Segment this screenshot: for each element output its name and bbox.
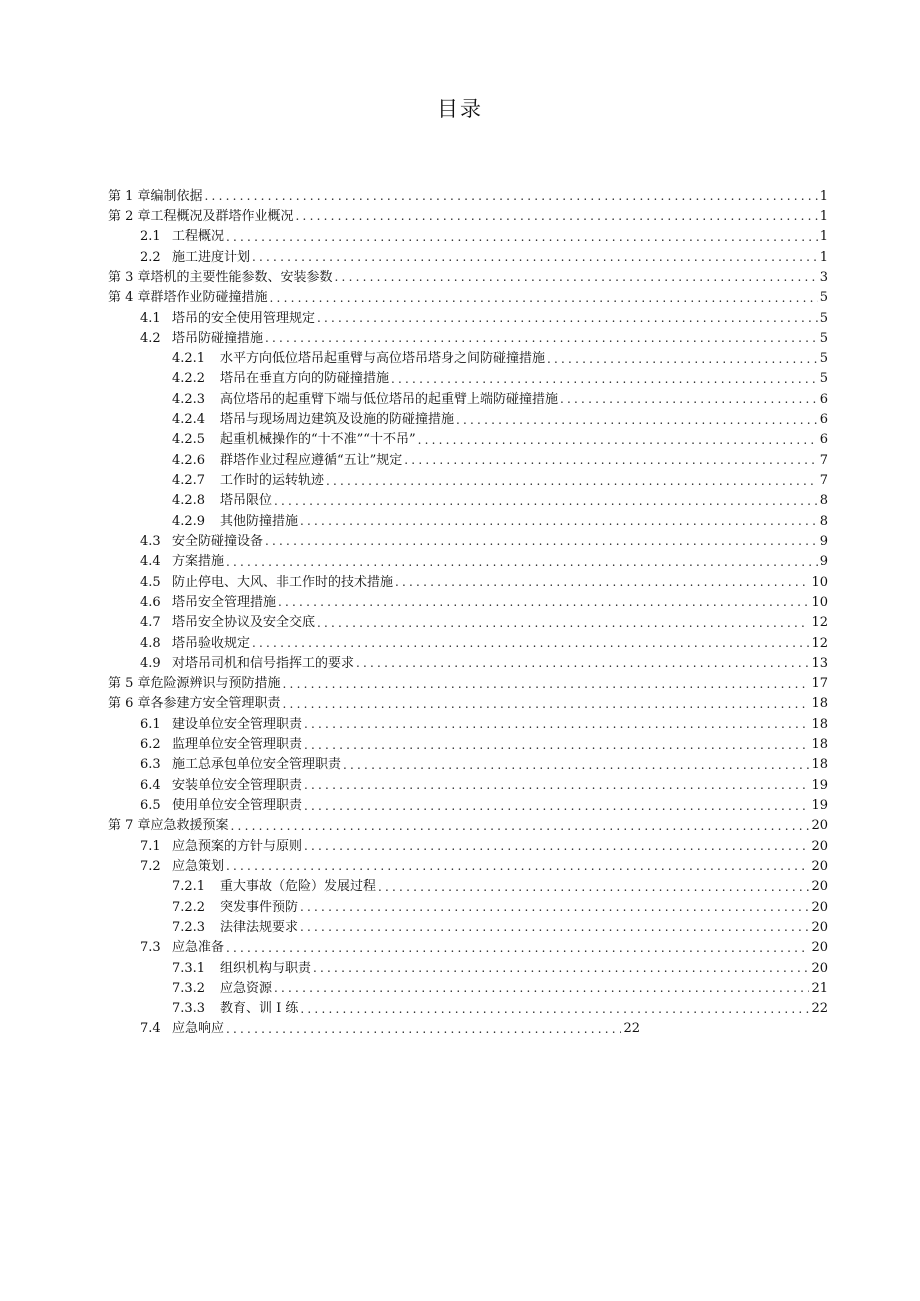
toc-dot-leader	[304, 779, 809, 791]
toc-page-number: 9	[819, 554, 828, 570]
toc-entry-title: 教育、训 I 练	[220, 1001, 299, 1017]
toc-entry-title: 塔吊安全管理措施	[172, 594, 277, 610]
toc-dot-leader	[560, 393, 818, 405]
toc-dot-leader	[226, 860, 809, 872]
toc-entry[interactable]	[108, 267, 828, 287]
toc-page-number: 1	[819, 188, 828, 204]
toc-entry-number: 2.1	[140, 229, 161, 245]
toc-page-number: 10	[811, 594, 828, 610]
toc-entry[interactable]	[108, 430, 828, 450]
toc-entry[interactable]	[108, 856, 828, 876]
toc-entry[interactable]	[108, 775, 828, 795]
toc-page-number: 13	[811, 655, 828, 671]
toc-page-number: 6	[819, 412, 828, 428]
toc-dot-leader	[304, 718, 809, 730]
toc-page-number: 20	[811, 940, 828, 956]
toc-dot-leader	[265, 535, 818, 547]
toc-page-number: 20	[811, 858, 828, 874]
toc-page-number: 20	[811, 899, 828, 915]
toc-entry-number: 4.2	[140, 330, 161, 346]
toc-entry[interactable]	[108, 186, 828, 206]
toc-dot-leader	[226, 231, 818, 243]
toc-page-number: 7	[819, 473, 828, 489]
toc-page-number: 5	[819, 371, 828, 387]
toc-dot-leader	[395, 576, 809, 588]
toc-entry-title: 第 2 章工程概况及群塔作业概况	[108, 208, 294, 224]
toc-dot-leader	[300, 515, 818, 527]
toc-page-number: 20	[811, 818, 828, 834]
toc-entry-title: 法律法规要求	[220, 919, 299, 935]
toc-entry[interactable]	[108, 674, 828, 694]
toc-entry[interactable]	[108, 714, 828, 734]
toc-page-number: 22	[811, 1001, 828, 1017]
toc-entry-number: 6.5	[140, 798, 161, 814]
toc-entry-number: 7.3.2	[172, 980, 206, 996]
toc-entry[interactable]	[108, 572, 828, 592]
toc-entry[interactable]	[108, 247, 828, 267]
toc-page-number: 22	[623, 1021, 640, 1037]
toc-dot-leader	[226, 942, 809, 954]
toc-entry[interactable]	[108, 308, 828, 328]
toc-entry-title: 应急策划	[172, 858, 225, 874]
toc-page-number: 1	[819, 229, 828, 245]
toc-entry-title: 施工进度计划	[172, 249, 251, 265]
toc-dot-leader	[304, 739, 809, 751]
toc-dot-leader	[317, 617, 809, 629]
toc-entry-title: 塔吊防碰撞措施	[172, 330, 264, 346]
toc-entry-title: 应急响应	[172, 1021, 225, 1037]
toc-entry-title: 应急准备	[172, 940, 225, 956]
toc-dot-leader	[252, 637, 809, 649]
toc-entry[interactable]	[108, 978, 828, 998]
toc-entry[interactable]	[108, 450, 828, 470]
toc-entry[interactable]	[108, 349, 828, 369]
toc-page-number: 1	[819, 208, 828, 224]
toc-entry-title: 施工总承包单位安全管理职责	[172, 757, 342, 773]
toc-page-number: 20	[811, 838, 828, 854]
toc-entry-number: 6.1	[140, 716, 161, 732]
toc-entry[interactable]	[108, 877, 828, 897]
toc-entry-title: 突发事件预防	[220, 899, 299, 915]
toc-entry[interactable]	[108, 470, 828, 490]
toc-entry[interactable]	[108, 511, 828, 531]
toc-entry-title: 第 6 章各参建方安全管理职责	[108, 696, 281, 712]
toc-page-number: 18	[811, 757, 828, 773]
toc-dot-leader	[456, 414, 818, 426]
toc-entry-number: 4.2.9	[172, 513, 206, 529]
toc-entry[interactable]	[108, 328, 828, 348]
toc-entry-number: 7.4	[140, 1021, 161, 1037]
toc-entry-number: 4.2.8	[172, 493, 206, 509]
toc-entry-title: 重大事故（危险）发展过程	[220, 879, 377, 895]
toc-entry-title: 建设单位安全管理职责	[172, 716, 303, 732]
toc-entry-number: 4.2.4	[172, 412, 206, 428]
toc-dot-leader	[304, 840, 809, 852]
toc-entry-number: 4.5	[140, 574, 161, 590]
toc-dot-leader	[391, 373, 818, 385]
toc-page-number: 20	[811, 919, 828, 935]
toc-entry[interactable]	[108, 409, 828, 429]
toc-dot-leader	[356, 657, 809, 669]
toc-dot-leader	[304, 800, 809, 812]
toc-entry-title: 第 7 章应急救援预案	[108, 818, 229, 834]
toc-entry-title: 第 4 章群塔作业防碰撞措施	[108, 290, 268, 306]
toc-entry[interactable]	[108, 816, 828, 836]
toc-entry-title: 组织机构与职责	[220, 960, 312, 976]
toc-page-number: 19	[811, 798, 828, 814]
toc-entry[interactable]	[108, 653, 828, 673]
toc-entry-number: 4.2.6	[172, 452, 206, 468]
toc-page-number: 20	[811, 960, 828, 976]
toc-entry-title: 监理单位安全管理职责	[172, 737, 303, 753]
toc-dot-leader	[283, 678, 810, 690]
toc-entry-number: 4.2.7	[172, 473, 206, 489]
toc-entry[interactable]	[108, 836, 828, 856]
page-title: 目录	[437, 97, 483, 121]
toc-entry[interactable]	[108, 795, 828, 815]
toc-dot-leader	[317, 312, 818, 324]
toc-entry[interactable]	[108, 227, 828, 247]
toc-page-number: 7	[819, 452, 828, 468]
toc-page-number: 12	[811, 635, 828, 651]
toc-entry-title: 工程概况	[172, 229, 225, 245]
toc-dot-leader	[343, 759, 809, 771]
toc-page-number: 1	[819, 249, 828, 265]
toc-entry-title: 第 5 章危险源辨识与预防措施	[108, 676, 281, 692]
toc-dot-leader	[300, 1003, 809, 1015]
toc-dot-leader	[335, 271, 818, 283]
toc-entry-title: 塔吊在垂直方向的防碰撞措施	[220, 371, 390, 387]
toc-page-number: 18	[811, 737, 828, 753]
toc-dot-leader	[326, 475, 818, 487]
toc-page-number: 10	[811, 574, 828, 590]
toc-entry[interactable]	[108, 917, 828, 937]
toc-entry-title: 使用单位安全管理职责	[172, 798, 303, 814]
toc-entry[interactable]	[108, 531, 828, 551]
toc-dot-leader	[296, 210, 818, 222]
toc-entry-title: 第 3 章塔机的主要性能参数、安装参数	[108, 269, 333, 285]
toc-entry-number: 6.2	[140, 737, 161, 753]
toc-page-number: 6	[819, 432, 828, 448]
toc-entry-number: 7.2	[140, 858, 161, 874]
toc-entry-title: 对塔吊司机和信号指挥工的要求	[172, 655, 355, 671]
toc-dot-leader	[300, 901, 809, 913]
toc-dot-leader	[226, 1023, 621, 1035]
toc-entry-title: 防止停电、大风、非工作时的技术措施	[172, 574, 394, 590]
toc-entry[interactable]	[108, 369, 828, 389]
toc-page-number: 8	[819, 493, 828, 509]
toc-dot-leader	[378, 881, 809, 893]
toc-entry[interactable]	[108, 613, 828, 633]
toc-entry-number: 7.2.1	[172, 879, 206, 895]
toc-entry-title: 其他防撞措施	[220, 513, 299, 529]
toc-page-number: 6	[819, 391, 828, 407]
toc-entry[interactable]	[108, 288, 828, 308]
toc-page-number: 18	[811, 696, 828, 712]
toc-entry-number: 4.2.2	[172, 371, 206, 387]
toc-page-number: 3	[819, 269, 828, 285]
toc-page-number: 5	[819, 351, 828, 367]
toc-entry-number: 4.1	[140, 310, 161, 326]
toc-entry-title: 起重机械操作的“十不准”“十不吊”	[220, 432, 416, 448]
toc-entry-title: 安装单位安全管理职责	[172, 777, 303, 793]
toc-entry[interactable]	[108, 958, 828, 978]
toc-entry[interactable]	[108, 755, 828, 775]
toc-entry-number: 4.6	[140, 594, 161, 610]
toc-entry-title: 安全防碰撞设备	[172, 533, 264, 549]
toc-page-number: 12	[811, 615, 828, 631]
toc-entry[interactable]	[108, 552, 828, 572]
toc-page-number: 5	[819, 330, 828, 346]
toc-entry-number: 4.2.3	[172, 391, 206, 407]
toc-entry[interactable]	[108, 592, 828, 612]
table-of-contents	[108, 186, 828, 1039]
toc-entry-number: 6.3	[140, 757, 161, 773]
toc-dot-leader	[252, 251, 818, 263]
toc-entry-title: 水平方向低位塔吊起重臂与高位塔吊塔身之间防碰撞措施	[220, 351, 546, 367]
toc-dot-leader	[418, 434, 818, 446]
toc-entry-title: 第 1 章编制依据	[108, 188, 203, 204]
toc-entry-number: 4.2.5	[172, 432, 206, 448]
toc-page-number: 5	[819, 310, 828, 326]
toc-entry[interactable]	[108, 1019, 640, 1039]
toc-dot-leader	[226, 556, 818, 568]
toc-dot-leader	[205, 190, 818, 202]
toc-entry-number: 7.1	[140, 838, 161, 854]
toc-page-number: 9	[819, 533, 828, 549]
toc-entry[interactable]	[108, 389, 828, 409]
toc-dot-leader	[231, 820, 810, 832]
toc-entry-number: 7.3.3	[172, 1001, 206, 1017]
toc-dot-leader	[404, 454, 817, 466]
toc-dot-leader	[547, 353, 818, 365]
toc-entry-title: 应急预案的方针与原则	[172, 838, 303, 854]
toc-page-number: 20	[811, 879, 828, 895]
toc-dot-leader	[274, 495, 818, 507]
toc-dot-leader	[265, 332, 818, 344]
toc-entry[interactable]	[108, 694, 828, 714]
toc-entry-title: 塔吊验收规定	[172, 635, 251, 651]
toc-entry-title: 应急资源	[220, 980, 273, 996]
toc-entry-title: 塔吊的安全使用管理规定	[172, 310, 316, 326]
toc-entry-number: 7.3	[140, 940, 161, 956]
toc-entry-title: 塔吊限位	[220, 493, 273, 509]
toc-dot-leader	[313, 962, 809, 974]
toc-entry-title: 工作时的运转轨迹	[220, 473, 325, 489]
toc-page-number: 21	[811, 980, 828, 996]
toc-entry-title: 方案措施	[172, 554, 225, 570]
toc-entry-number: 4.4	[140, 554, 161, 570]
toc-entry[interactable]	[108, 491, 828, 511]
toc-entry-title: 高位塔吊的起重臂下端与低位塔吊的起重臂上端防碰撞措施	[220, 391, 559, 407]
toc-entry-number: 6.4	[140, 777, 161, 793]
toc-entry[interactable]	[108, 633, 828, 653]
toc-entry-number: 2.2	[140, 249, 161, 265]
toc-entry-title: 塔吊与现场周边建筑及设施的防碰撞措施	[220, 412, 455, 428]
toc-entry[interactable]	[108, 206, 828, 226]
toc-entry[interactable]	[108, 897, 828, 917]
toc-entry[interactable]	[108, 938, 828, 958]
toc-entry[interactable]	[108, 734, 828, 754]
toc-entry-number: 4.2.1	[172, 351, 206, 367]
toc-dot-leader	[278, 596, 809, 608]
toc-dot-leader	[283, 698, 810, 710]
toc-page-number: 17	[811, 676, 828, 692]
toc-page-number: 18	[811, 716, 828, 732]
toc-page-number: 19	[811, 777, 828, 793]
toc-entry-title: 群塔作业过程应遵循“五让”规定	[220, 452, 403, 468]
toc-entry-number: 7.3.1	[172, 960, 206, 976]
toc-entry-number: 4.3	[140, 533, 161, 549]
toc-page-number: 5	[819, 290, 828, 306]
toc-entry-number: 4.9	[140, 655, 161, 671]
toc-entry-number: 7.2.3	[172, 919, 206, 935]
toc-dot-leader	[300, 921, 809, 933]
toc-entry-number: 7.2.2	[172, 899, 206, 915]
toc-entry-title: 塔吊安全协议及安全交底	[172, 615, 316, 631]
toc-entry[interactable]	[108, 999, 828, 1019]
toc-page-number: 8	[819, 513, 828, 529]
toc-dot-leader	[274, 982, 809, 994]
toc-dot-leader	[270, 292, 818, 304]
toc-entry-number: 4.7	[140, 615, 161, 631]
toc-entry-number: 4.8	[140, 635, 161, 651]
